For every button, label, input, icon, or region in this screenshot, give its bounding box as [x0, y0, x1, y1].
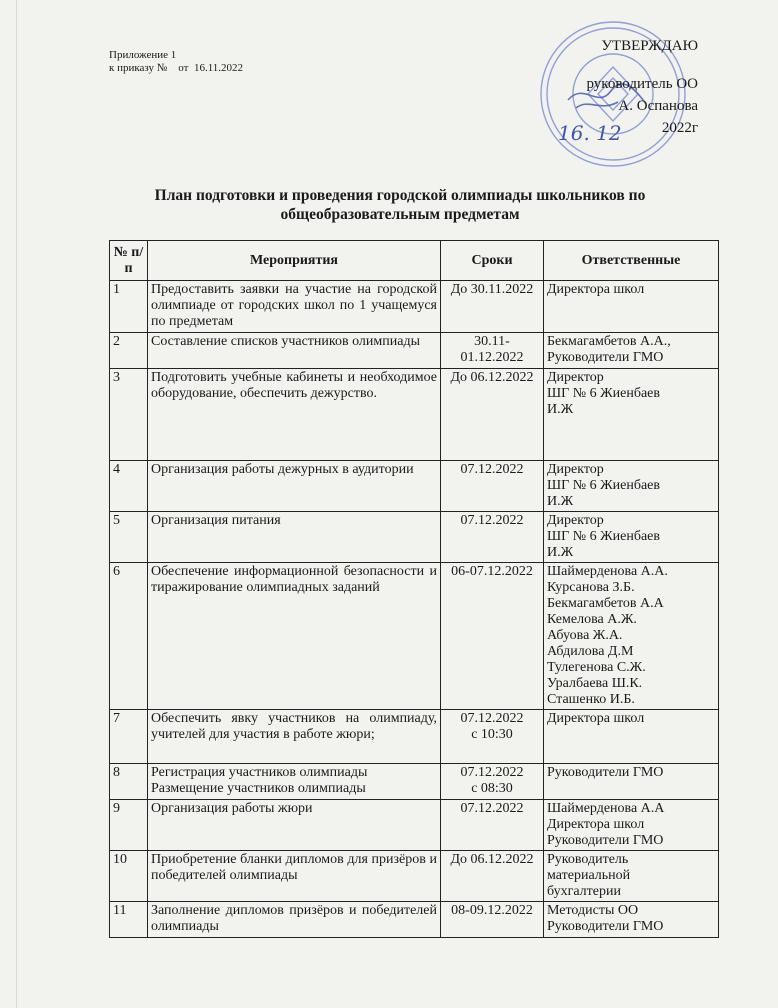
- row-term: 07.12.2022 с 10:30: [441, 710, 544, 764]
- row-num: 3: [110, 369, 148, 461]
- row-term: До 06.12.2022: [441, 851, 544, 902]
- row-num: 10: [110, 851, 148, 902]
- annex-line-2: к приказу № от 16.11.2022: [109, 62, 244, 74]
- table-row: [110, 902, 719, 938]
- approval-line-1: УТВЕРЖДАЮ: [601, 38, 698, 54]
- row-responsible: Директора школ: [544, 281, 719, 333]
- row-num: 1: [110, 281, 148, 333]
- approval-line-4: 2022г: [661, 120, 698, 136]
- row-responsible: Директора школ: [544, 710, 719, 764]
- table-row: [110, 851, 719, 902]
- table-row: [110, 800, 719, 851]
- row-activity: Организация питания: [148, 512, 441, 563]
- table-row: [110, 461, 719, 512]
- header-term: Сроки: [441, 241, 544, 281]
- row-responsible: Бекмагамбетов А.А., Руководители ГМО: [544, 333, 719, 369]
- row-num: 6: [110, 563, 148, 710]
- row-activity: Приобретение бланки дипломов для призёров и победителей олимпиады: [148, 851, 441, 902]
- row-activity: Подготовить учебные кабинеты и необходимое оборудование, обеспечить дежурство.: [148, 369, 441, 461]
- table-row: [110, 710, 719, 764]
- row-num: 2: [110, 333, 148, 369]
- row-activity: Составление списков участников олимпиады: [148, 333, 441, 369]
- header-num: № п/п: [110, 241, 148, 281]
- header-activity: Мероприятия: [148, 241, 441, 281]
- row-activity: Организация работы дежурных в аудитории: [148, 461, 441, 512]
- row-term: 07.12.2022: [441, 800, 544, 851]
- row-activity: Предоставить заявки на участие на городской олимпиаде от городских школ по 1 учащемуся по предметам: [148, 281, 441, 333]
- annex-line-1: Приложение 1: [109, 49, 177, 61]
- row-responsible: Директор ШГ № 6 Жиенбаев И.Ж: [544, 369, 719, 461]
- row-responsible: Руководитель материальной бухгалтерии: [544, 851, 719, 902]
- row-activity: Обеспечение информационной безопасности и тиражирование олимпиадных заданий: [148, 563, 441, 710]
- row-activity: Обеспечить явку участников на олимпиаду, учителей для участия в работе жюри;: [148, 710, 441, 764]
- table-row: [110, 369, 719, 461]
- row-term: 07.12.2022: [441, 461, 544, 512]
- approval-block: [587, 35, 699, 139]
- table-row: [110, 333, 719, 369]
- title-line-1: План подготовки и проведения городской олимпиады школьников по: [154, 187, 646, 204]
- title-line-2: общеобразовательным предметам: [280, 206, 520, 223]
- row-responsible: Директор ШГ № 6 Жиенбаев И.Ж: [544, 461, 719, 512]
- row-term: 07.12.2022: [441, 512, 544, 563]
- row-term: 06-07.12.2022: [441, 563, 544, 710]
- row-activity: Заполнение дипломов призёров и победителей олимпиады: [148, 902, 441, 938]
- scan-edge: [16, 0, 17, 1008]
- row-num: 4: [110, 461, 148, 512]
- row-term: 08-09.12.2022: [441, 902, 544, 938]
- row-responsible: Директор ШГ № 6 Жиенбаев И.Ж: [544, 512, 719, 563]
- stamp-handwritten-date: 16. 12: [558, 121, 622, 145]
- row-term: 30.11- 01.12.2022: [441, 333, 544, 369]
- approval-line-2: руководитель ОО: [586, 76, 698, 92]
- row-responsible: Шаймерденова А.А. Курсанова З.Б. Бекмагамбетов А.А Кемелова А.Ж. Абуова Ж.А. Абдилова Д.М Тулегенова С.Ж. Уралбаева Ш.К. Сташенко И.Б.: [544, 563, 719, 710]
- row-term: До 30.11.2022: [441, 281, 544, 333]
- row-term: До 06.12.2022: [441, 369, 544, 461]
- row-num: 11: [110, 902, 148, 938]
- document-title: [120, 186, 680, 224]
- row-responsible: Методисты ОО Руководители ГМО: [544, 902, 719, 938]
- row-term: 07.12.2022 с 08:30: [441, 764, 544, 800]
- row-responsible: Руководители ГМО: [544, 764, 719, 800]
- row-activity: Регистрация участников олимпиады Размещение участников олимпиады: [148, 764, 441, 800]
- row-responsible: Шаймерденова А.А Директора школ Руководители ГМО: [544, 800, 719, 851]
- row-num: 9: [110, 800, 148, 851]
- plan-table: [109, 240, 719, 938]
- row-num: 5: [110, 512, 148, 563]
- table-row: [110, 563, 719, 710]
- annex-note: [109, 49, 243, 75]
- row-activity: Организация работы жюри: [148, 800, 441, 851]
- table-row: [110, 512, 719, 563]
- row-num: 7: [110, 710, 148, 764]
- table-row: [110, 764, 719, 800]
- table-header-row: [110, 241, 719, 281]
- table-row: [110, 281, 719, 333]
- row-num: 8: [110, 764, 148, 800]
- header-responsible: Ответственные: [544, 241, 719, 281]
- approval-line-3: А. Оспанова: [618, 98, 698, 114]
